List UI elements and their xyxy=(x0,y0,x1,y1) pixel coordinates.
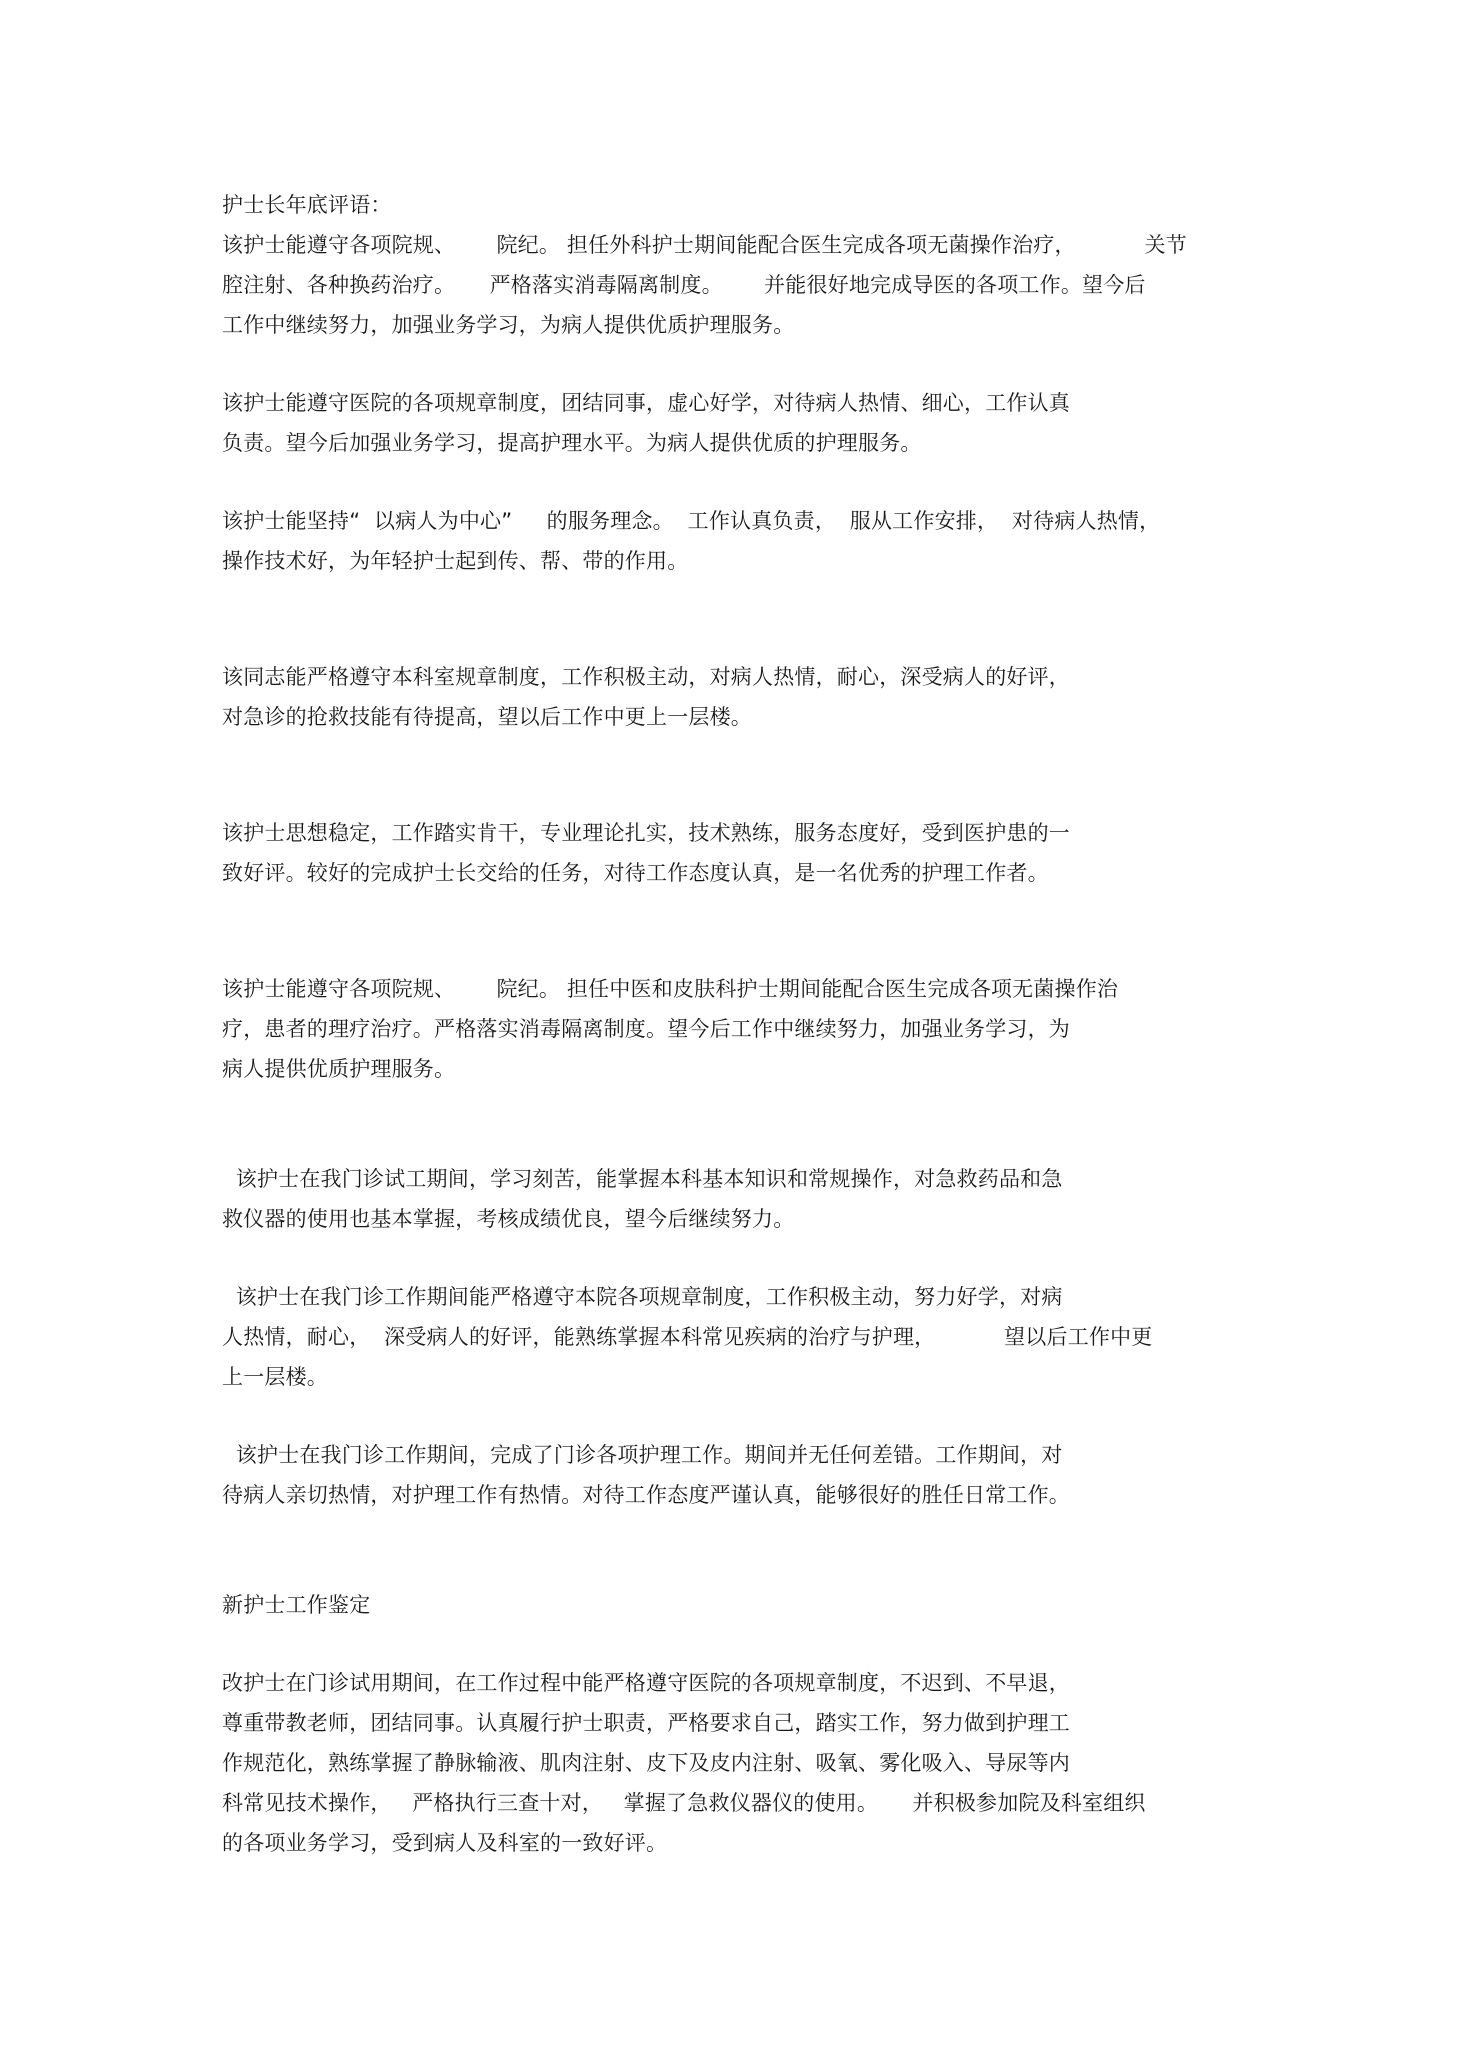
text-line: 操作技术好，为年轻护士起到传、帮、带的作用。 xyxy=(222,549,689,573)
text-line: 上一层楼。 xyxy=(222,1365,328,1389)
text-line: 对急诊的抢救技能有待提高，望以后工作中更上一层楼。 xyxy=(222,705,752,729)
text-line: 该护士能遵守各项院规、 院纪。 担任外科护士期间能配合医生完成各项无菌操作治疗， 关节 xyxy=(222,233,1187,257)
text-line: 腔注射、各种换药治疗。 严格落实消毒隔离制度。 并能很好地完成导医的各项工作。望今后 xyxy=(222,273,1146,297)
text-line: 该护士在我门诊试工期间，学习刻苦，能掌握本科基本知识和常规操作，对急救药品和急 xyxy=(222,1167,1063,1191)
spacer xyxy=(222,1089,1262,1159)
document-body xyxy=(222,185,1262,1863)
spacer xyxy=(222,737,1262,813)
text-line: 负责。望今后加强业务学习，提高护理水平。为病人提供优质的护理服务。 xyxy=(222,431,922,455)
text-line: 疗，患者的理疗治疗。严格落实消毒隔离制度。望今后工作中继续努力，加强业务学习，为 xyxy=(222,1017,1070,1041)
text-line: 该护士能遵守医院的各项规章制度，团结同事，虚心好学，对待病人热情、细心，工作认真 xyxy=(222,391,1070,415)
spacer xyxy=(222,463,1262,501)
paragraph-8 xyxy=(222,1277,1262,1397)
paragraph-10 xyxy=(222,1663,1262,1863)
text-line: 该护士在我门诊工作期间能严格遵守本院各项规章制度，工作积极主动，努力好学，对病 xyxy=(222,1285,1063,1309)
paragraph-3 xyxy=(222,501,1262,581)
spacer xyxy=(222,1239,1262,1277)
text-line: 救仪器的使用也基本掌握，考核成绩优良，望今后继续努力。 xyxy=(222,1207,795,1231)
spacer xyxy=(222,893,1262,969)
text-line: 该护士在我门诊工作期间，完成了门诊各项护理工作。期间并无任何差错。工作期间，对 xyxy=(222,1443,1063,1467)
spacer xyxy=(222,1625,1262,1663)
text-line: 该护士思想稳定，工作踏实肯干，专业理论扎实，技术熟练，服务态度好，受到医护患的一 xyxy=(222,821,1070,845)
text-line: 待病人亲切热情，对护理工作有热情。对待工作态度严谨认真，能够很好的胜任日常工作。 xyxy=(222,1483,1070,1507)
text-line: 尊重带教老师，团结同事。认真履行护士职责，严格要求自己，踏实工作，努力做到护理工 xyxy=(222,1711,1070,1735)
spacer xyxy=(222,345,1262,383)
paragraph-2 xyxy=(222,383,1262,463)
section-subheading: 新护士工作鉴定 xyxy=(222,1593,371,1617)
spacer xyxy=(222,1515,1262,1585)
text-line: 致好评。较好的完成护士长交给的任务，对待工作态度认真，是一名优秀的护理工作者。 xyxy=(222,861,1049,885)
text-line: 人热情，耐心， 深受病人的好评，能熟练掌握本科常见疾病的治疗与护理， 望以后工作中更 xyxy=(222,1325,1153,1349)
paragraph-7 xyxy=(222,1159,1262,1239)
text-line: 该护士能坚持“ 以病人为中心” 的服务理念。 工作认真负责， 服从工作安排， 对待病人热情， xyxy=(222,509,1161,533)
paragraph-5 xyxy=(222,813,1262,893)
text-line: 改护士在门诊试用期间，在工作过程中能严格遵守医院的各项规章制度，不迟到、不早退， xyxy=(222,1671,1070,1695)
spacer xyxy=(222,581,1262,657)
text-line: 的各项业务学习，受到病人及科室的一致好评。 xyxy=(222,1831,668,1855)
text-line: 病人提供优质护理服务。 xyxy=(222,1057,456,1081)
text-line: 工作中继续努力，加强业务学习，为病人提供优质护理服务。 xyxy=(222,313,795,337)
spacer xyxy=(222,1397,1262,1435)
document-heading: 护士长年底评语： xyxy=(222,193,392,217)
paragraph-6 xyxy=(222,969,1262,1089)
paragraph-9 xyxy=(222,1435,1262,1515)
text-line: 作规范化，熟练掌握了静脉输液、肌肉注射、皮下及皮内注射、吸氧、雾化吸入、导尿等内 xyxy=(222,1751,1070,1775)
paragraph-1 xyxy=(222,225,1262,345)
text-line: 该同志能严格遵守本科室规章制度，工作积极主动，对病人热情，耐心，深受病人的好评， xyxy=(222,665,1070,689)
text-line: 该护士能遵守各项院规、 院纪。 担任中医和皮肤科护士期间能配合医生完成各项无菌操作治 xyxy=(222,977,1119,1001)
paragraph-4 xyxy=(222,657,1262,737)
text-line: 科常见技术操作， 严格执行三查十对， 掌握了急救仪器仪的使用。 并积极参加院及科室组织 xyxy=(222,1791,1146,1815)
